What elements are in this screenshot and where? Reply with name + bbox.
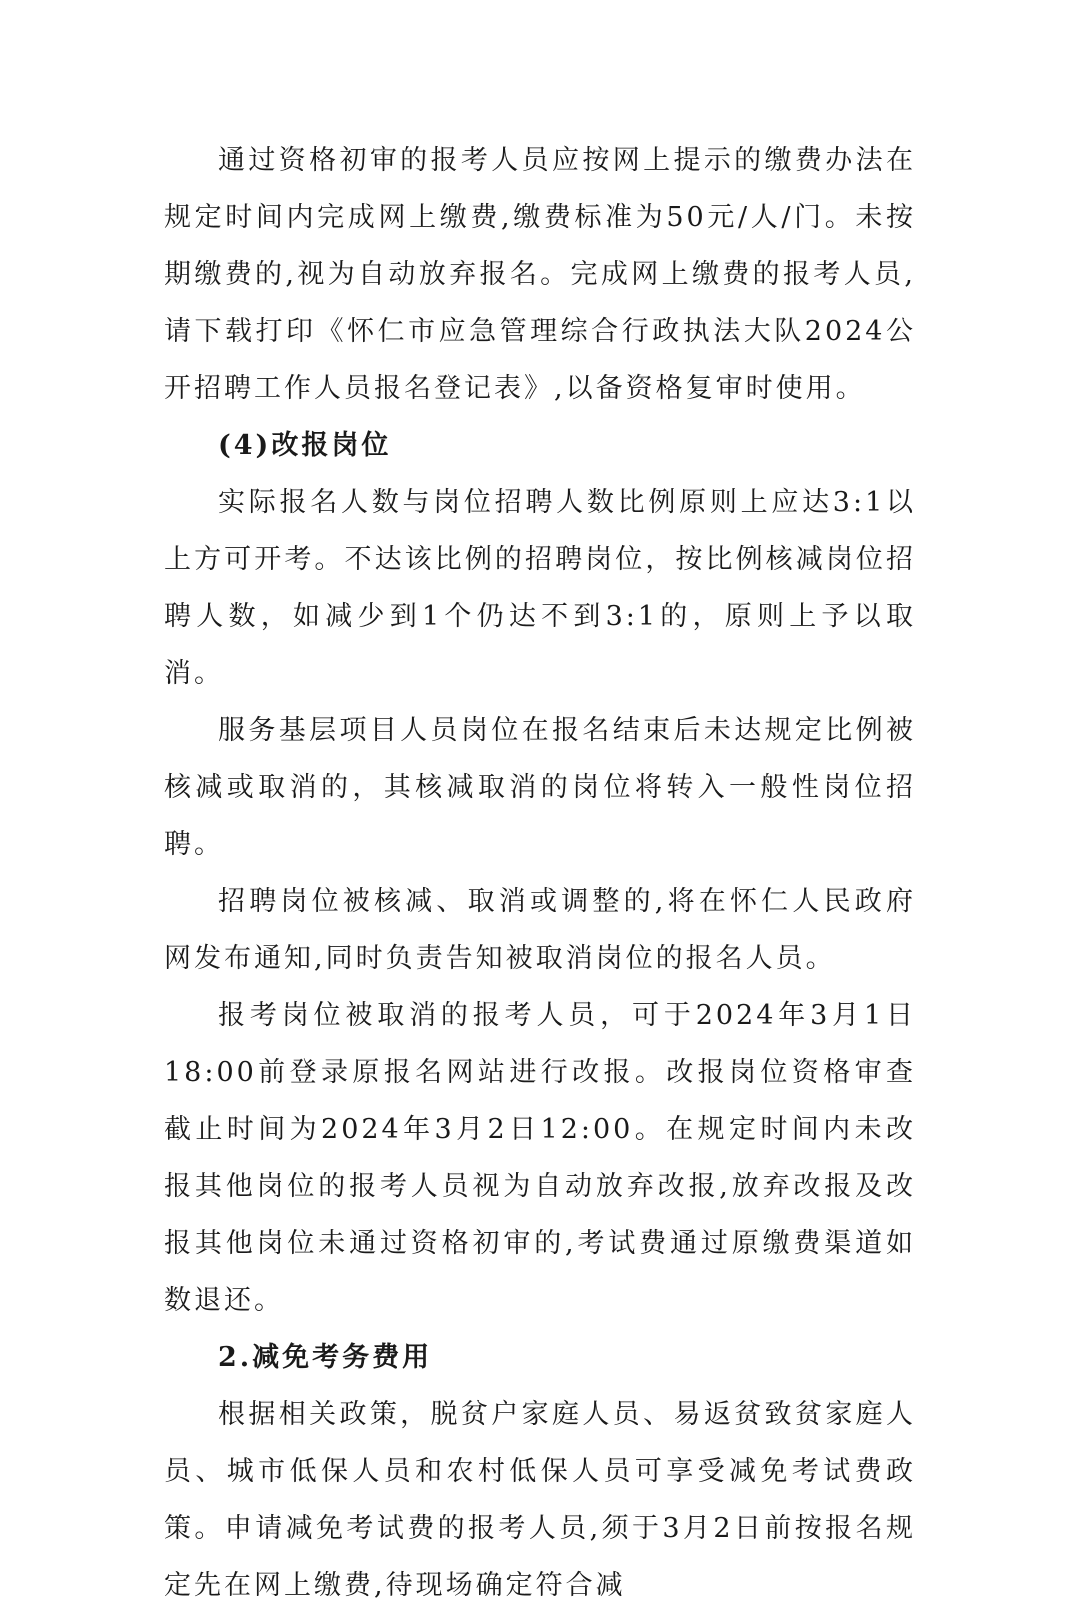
paragraph-fee-policy: 根据相关政策，脱贫户家庭人员、易返贫致贫家庭人员、城市低保人员和农村低保人员可享受减免考试费政策。申请减免考试费的报考人员,须于3月2日前按报名规定先在网上缴费,待现场确定符合减	[164, 1399, 916, 1601]
heading-fee-reduction: 2.减免考务费用	[218, 1342, 433, 1373]
paragraph-payment: 通过资格初审的报考人员应按网上提示的缴费办法在规定时间内完成网上缴费,缴费标准为50元/人/门。未按期缴费的,视为自动放弃报名。完成网上缴费的报考人员,请下载打印《怀仁市应急管理综合行政执法大队2024公开招聘工作人员报名登记表》,以备资格复审时使用。	[164, 145, 916, 404]
paragraph-ratio: 实际报名人数与岗位招聘人数比例原则上应达3:1以上方可开考。不达该比例的招聘岗位，按比例核减岗位招聘人数，如减少到1个仍达不到3:1的，原则上予以取消。	[164, 487, 916, 689]
paragraph-notification: 招聘岗位被核减、取消或调整的,将在怀仁人民政府网发布通知,同时负责告知被取消岗位的报名人员。	[164, 886, 916, 974]
paragraph-change-deadline: 报考岗位被取消的报考人员，可于2024年3月1日18:00前登录原报名网站进行改报。改报岗位资格审查截止时间为2024年3月2日12:00。在规定时间内未改报其他岗位的报考人员视为自动放弃改报,放弃改报及改报其他岗位未通过资格初审的,考试费通过原缴费渠道如数退还。	[164, 1000, 916, 1316]
paragraph-service-positions: 服务基层项目人员岗位在报名结束后未达规定比例被核减或取消的，其核减取消的岗位将转入一般性岗位招聘。	[164, 715, 916, 860]
heading-change-position: (4)改报岗位	[218, 430, 392, 461]
